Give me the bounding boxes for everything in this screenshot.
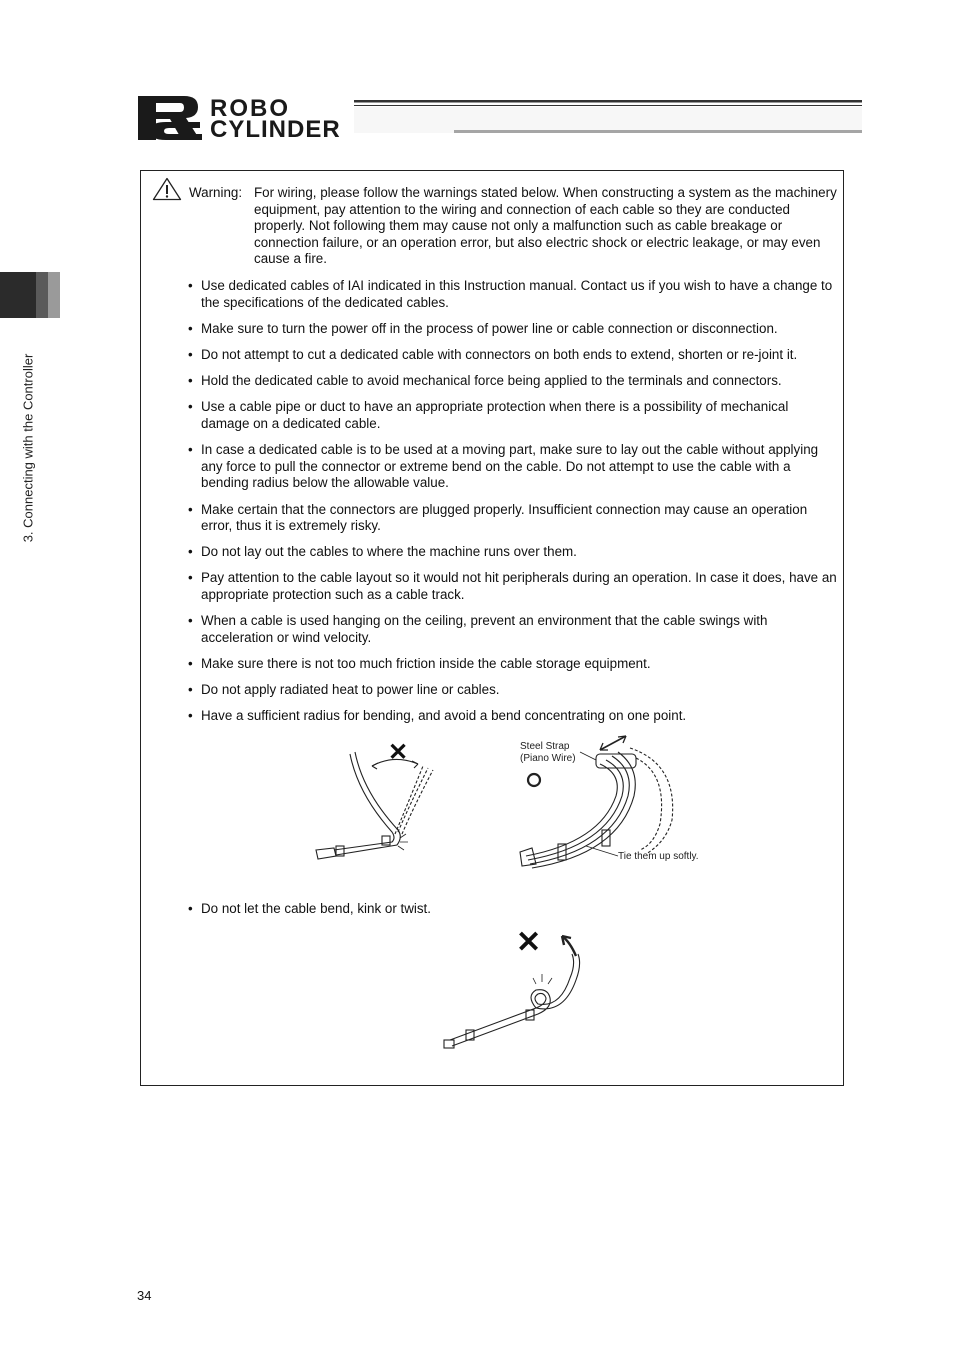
rc-monogram — [138, 96, 202, 140]
list-item: • Use a cable pipe or duct to have an appropriate protection when there is a possibility of mechanical damage on a dedicated cable. — [186, 399, 838, 432]
warning-bullet-list — [186, 278, 838, 735]
list-item: • Do not let the cable bend, kink or twist. — [186, 901, 838, 918]
chapter-tab-dark — [0, 272, 36, 318]
kink-figure — [440, 922, 590, 1052]
kink-bullet-list — [186, 901, 838, 918]
list-item: • Make certain that the connectors are plugged properly. Insufficient connection may cause an operation error, thus it is extremely risky. — [186, 502, 838, 535]
list-item: • When a cable is used hanging on the ceiling, prevent an environment that the cable swings with acceleration or wind velocity. — [186, 613, 838, 646]
list-item: • Make sure to turn the power off in the process of power line or cable connection or disconnection. — [186, 321, 838, 338]
page-number: 34 — [137, 1288, 152, 1303]
bending-figure — [300, 734, 740, 874]
chapter-tab-light — [48, 272, 60, 318]
list-item: • Have a sufficient radius for bending, and avoid a bend concentrating on one point. — [186, 708, 838, 725]
bad-mark-icon: ✕ — [516, 926, 542, 959]
list-item: • Make sure there is not too much friction inside the cable storage equipment. — [186, 656, 838, 673]
good-mark-icon — [528, 774, 540, 786]
header-rule-top — [354, 100, 862, 103]
list-item: • Do not apply radiated heat to power line or cables. — [186, 682, 838, 699]
list-item: • Hold the dedicated cable to avoid mechanical force being applied to the terminals and connectors. — [186, 373, 838, 390]
list-item: • Do not lay out the cables to where the machine runs over them. — [186, 544, 838, 561]
chapter-label: 3. Connecting with the Controller — [20, 353, 36, 543]
warning-text: For wiring, please follow the warnings stated below. When constructing a system as the machinery equipment, pay attention to the wiring and connection of each cable so they are conducted properly. Not following them may cause not only a malfunction such as cable breakage or connection failure, or an operation error, but also electric shock or electric leakage, or may even cause a fire. — [254, 185, 837, 267]
logo-word-robo: ROBO — [210, 95, 290, 122]
chapter-tab-mid — [36, 272, 48, 318]
list-item: • Do not attempt to cut a dedicated cable with connectors on both ends to extend, shorten or re-joint it. — [186, 347, 838, 364]
bad-mark-icon: ✕ — [388, 739, 409, 766]
sharp-bend-illustration — [316, 739, 433, 859]
kinked-cable-illustration — [444, 926, 580, 1048]
robo-cylinder-logo — [136, 92, 864, 144]
tie-label: Tie them up softly. — [618, 851, 699, 862]
steel-strap-label: Steel Strap — [520, 741, 570, 752]
logo-word-cylinder: CYLINDER — [210, 116, 341, 143]
warning-label: Warning: — [189, 185, 243, 200]
gentle-bend-illustration — [520, 736, 699, 868]
warning-triangle-icon — [152, 177, 182, 201]
list-item: • Pay attention to the cable layout so it would not hit peripherals during an operation. In case it does, have an appropriate protection such as a cable track. — [186, 570, 838, 603]
header-rule-top-thin — [354, 105, 862, 106]
list-item: • In case a dedicated cable is to be used at a moving part, make sure to lay out the cable without applying any force to pull the connector or extreme bend on the cable. Do not attempt to use the cable with a bending radius below the allowable value. — [186, 442, 838, 492]
header-band — [354, 107, 862, 133]
list-item: • Use dedicated cables of IAI indicated in this Instruction manual. Contact us if you wish to have a change to the specifications of the dedicated cables. — [186, 278, 838, 311]
piano-wire-label: (Piano Wire) — [520, 753, 576, 764]
chapter-tab — [0, 272, 60, 318]
